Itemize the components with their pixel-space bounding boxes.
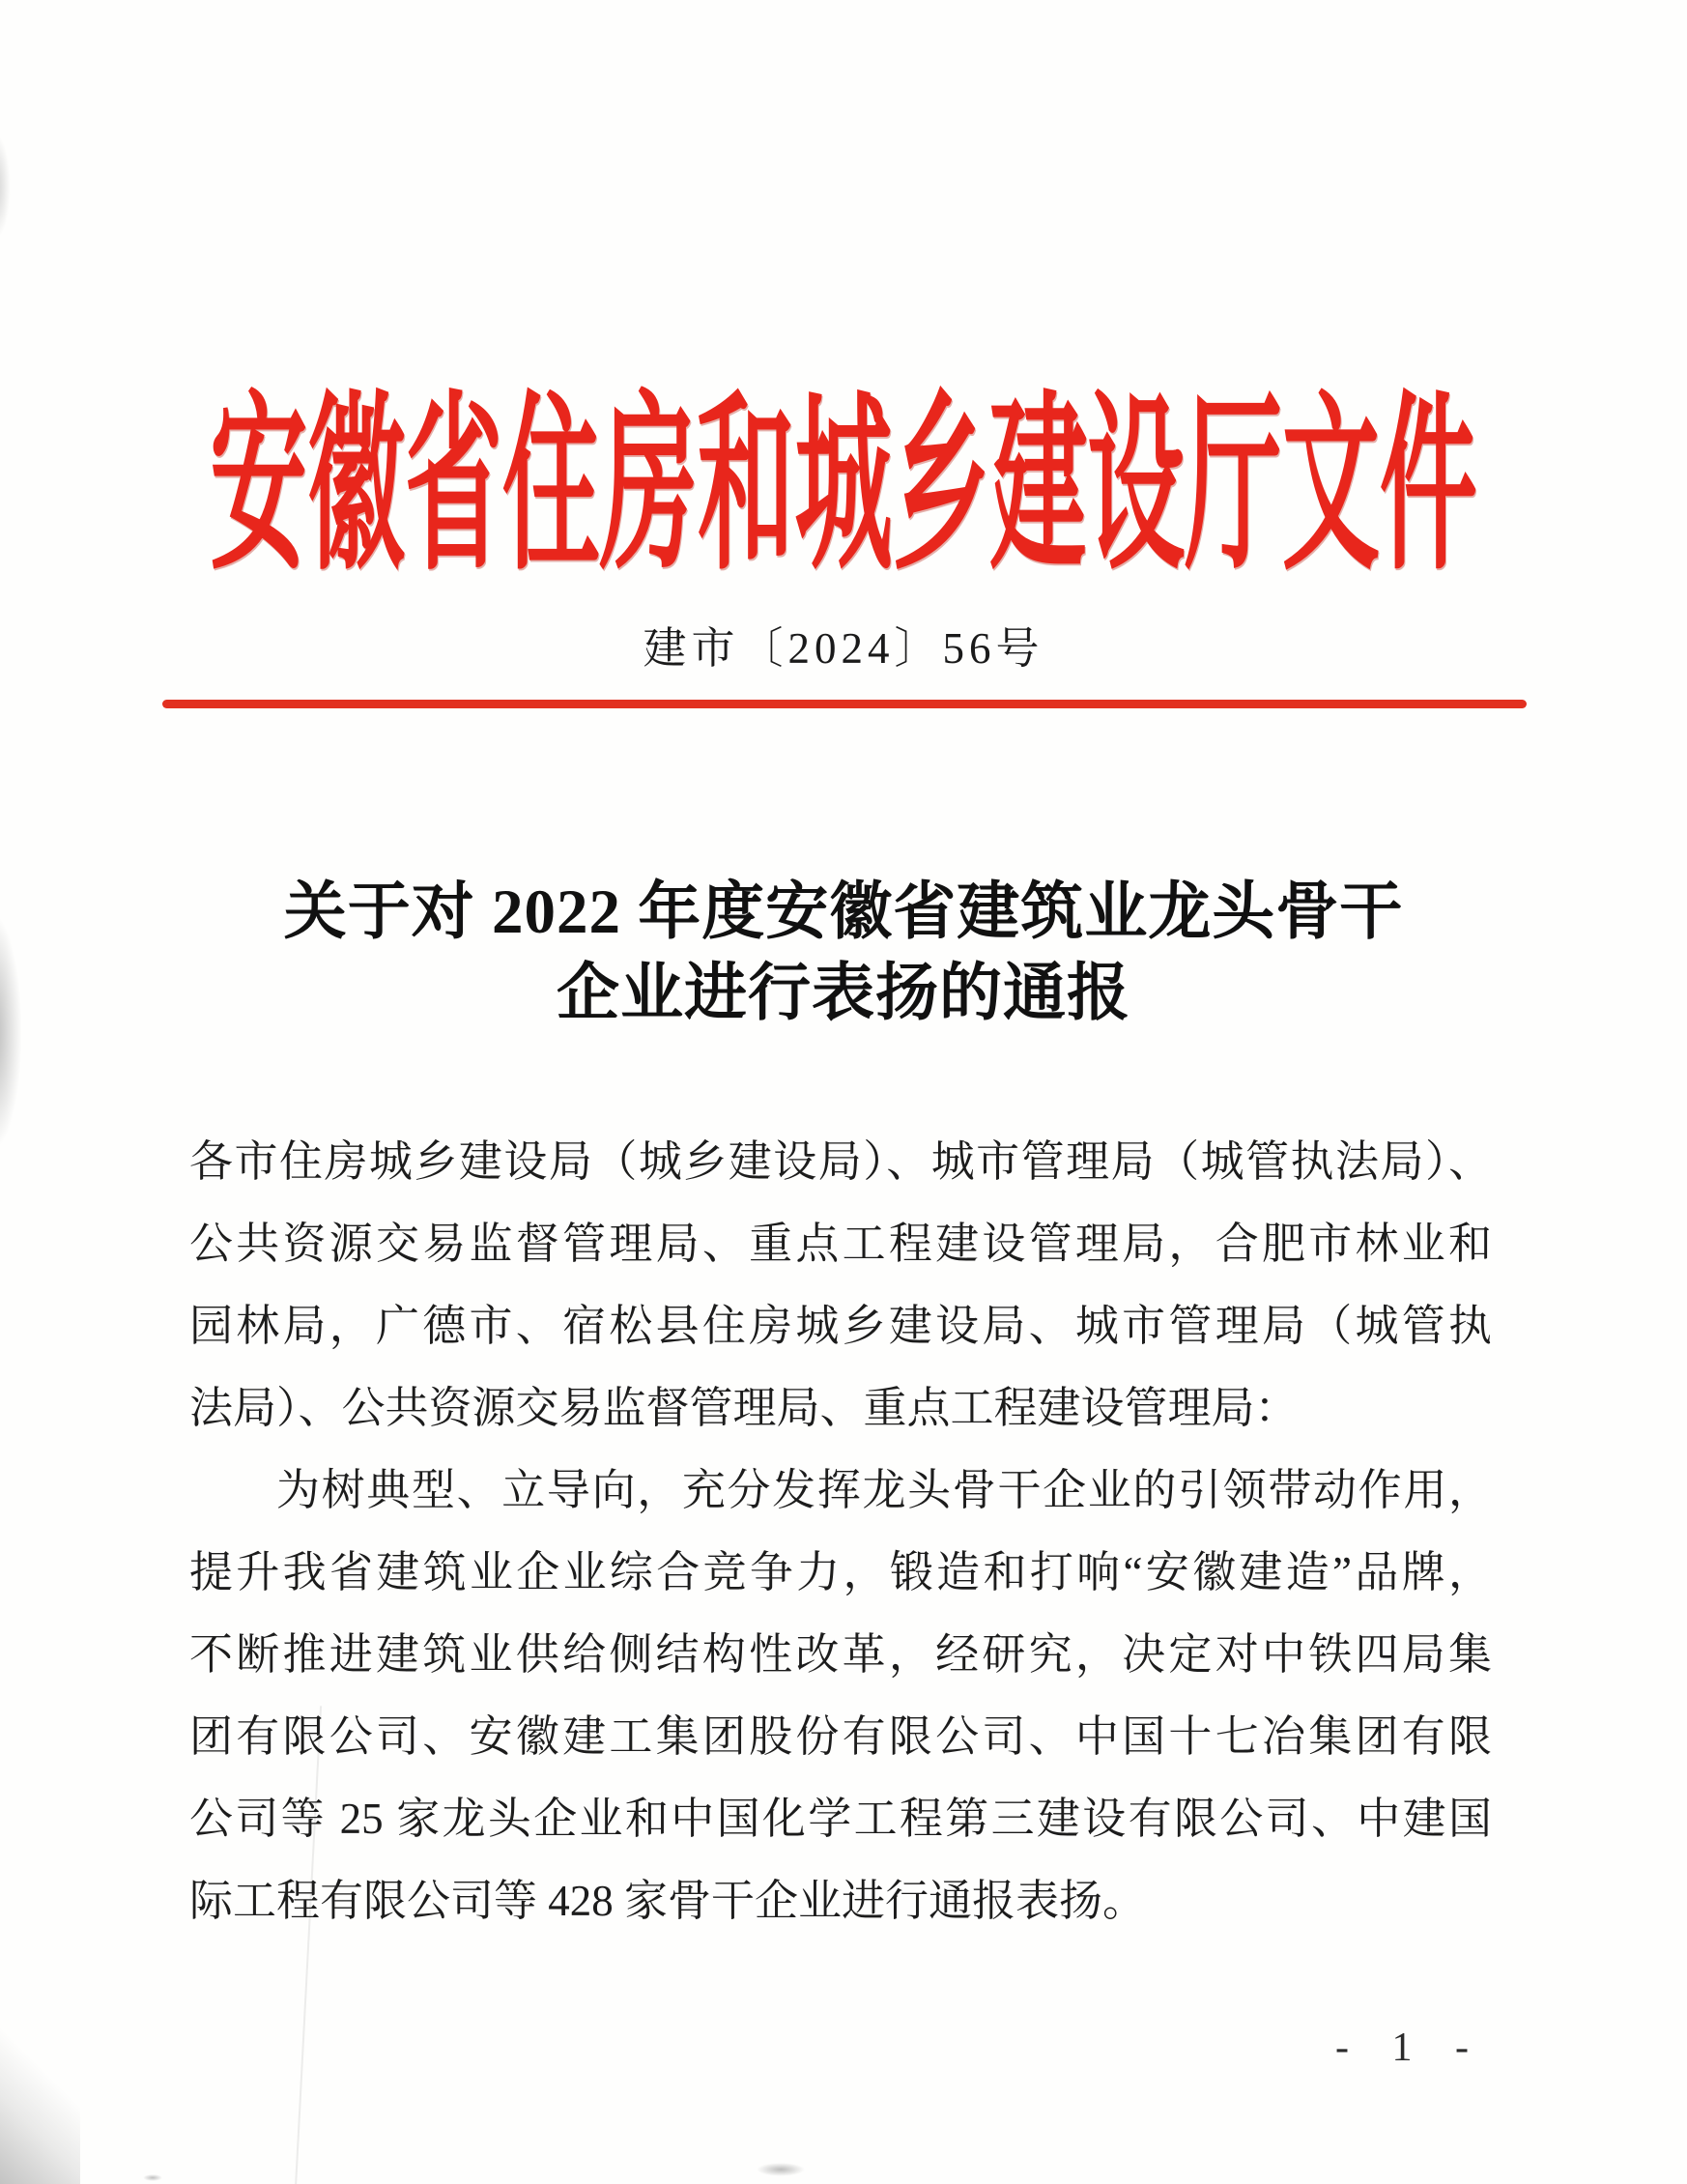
scan-artifact-speck [143,2174,162,2181]
body-line: 际工程有限公司等 428 家骨干企业进行通报表扬。 [189,1877,1147,1925]
body-line: 不断推进建筑业供给侧结构性改革，经研究，决定对中铁四局集 [189,1630,1492,1679]
scan-artifact-speck [757,2163,805,2176]
document-title-line1: 关于对 2022 年度安徽省建筑业龙头骨干 [283,877,1404,947]
letterhead [0,330,1687,593]
red-separator-rule [162,700,1527,708]
agency-title: 安徽省住房和城乡建设厅文件 [210,382,1477,593]
body-line: 团有限公司、安徽建工集团股份有限公司、中国十七冶集团有限 [189,1712,1492,1761]
body-line: 提升我省建筑业企业综合竞争力，锻造和打响“安徽建造”品牌， [189,1548,1492,1596]
body-line: 公司等 25 家龙头企业和中国化学工程第三建设有限公司、中建国 [189,1795,1492,1843]
body-line: 法局）、公共资源交易监督管理局、重点工程建设管理局： [189,1384,1299,1432]
document-title [0,872,1687,1034]
page-number: - 1 - [1335,2026,1482,2070]
body-text [189,1121,1492,1942]
document-number: 建市〔2024〕56号 [643,624,1044,673]
body-line: 公共资源交易监督管理局、重点工程建设管理局，合肥市林业和 [189,1220,1492,1268]
scan-artifact-top-left [0,133,11,240]
document-title-line2: 企业进行表扬的通报 [556,959,1130,1028]
body-line: 为树典型、立导向，充分发挥龙头骨干企业的引领带动作用， [276,1466,1492,1514]
body-line: 园林局，广德市、宿松县住房城乡建设局、城市管理局（城管执 [189,1302,1492,1350]
scan-artifact-corner-shadow [0,1998,80,2184]
body-line: 各市住房城乡建设局（城乡建设局）、城市管理局（城管执法局）、 [189,1137,1492,1186]
